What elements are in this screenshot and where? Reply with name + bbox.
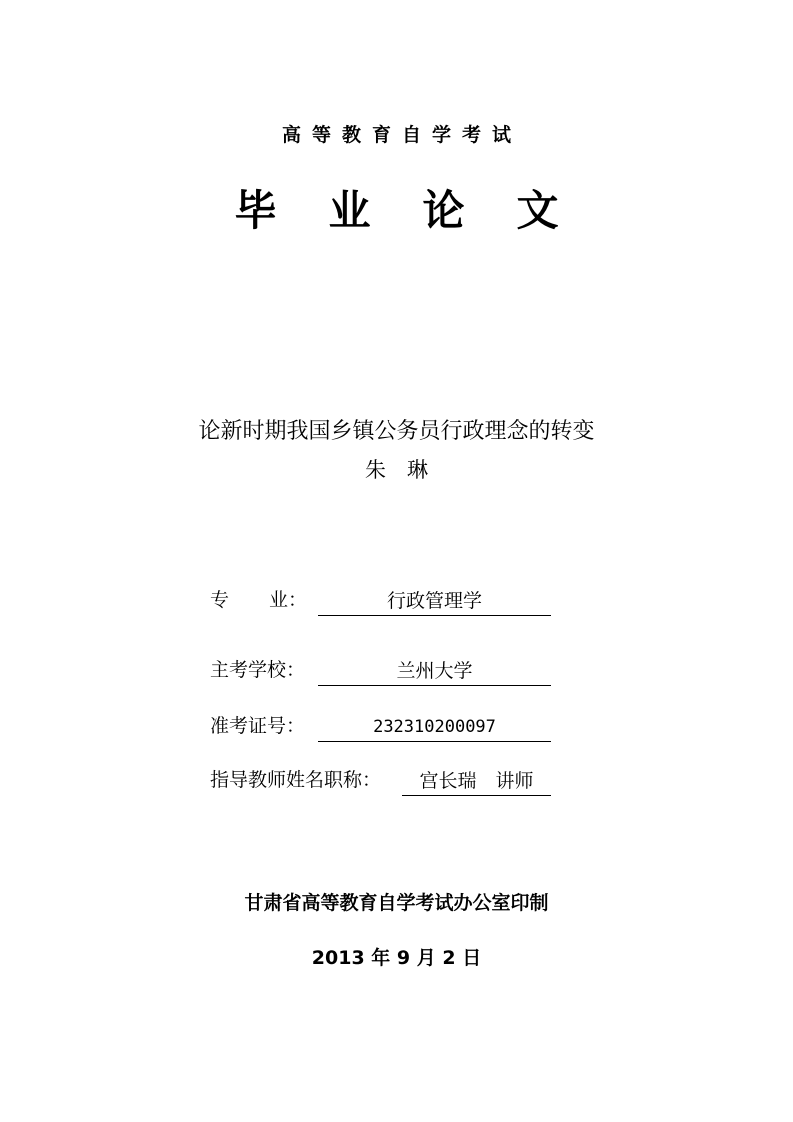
major-label-part2: 业： [269,589,308,611]
document-type-heading: 毕业论文 [234,186,611,235]
advisor-label: 指导教师姓名职称： [210,769,382,791]
printing-office: 甘肃省高等教育自学考试办公室印制 [244,892,549,914]
major-value: 行政管理学 [318,590,551,616]
exam-number-label: 准考证号： [210,715,306,737]
exam-number-value: 232310200097 [318,716,551,742]
major-label-part1: 专 [210,589,230,611]
major-label [210,585,307,612]
exam-name-heading: 高等教育自学考试 [281,124,522,146]
paper-title: 论新时期我国乡镇公务员行政理念的转变 [198,419,595,444]
print-date: 2013 年 9 月 2 日 [311,947,482,969]
school-value: 兰州大学 [318,660,551,686]
school-label: 主考学校： [210,659,306,681]
author-name: 朱 琳 [365,458,428,482]
advisor-value: 宫长瑞 讲师 [402,770,551,796]
